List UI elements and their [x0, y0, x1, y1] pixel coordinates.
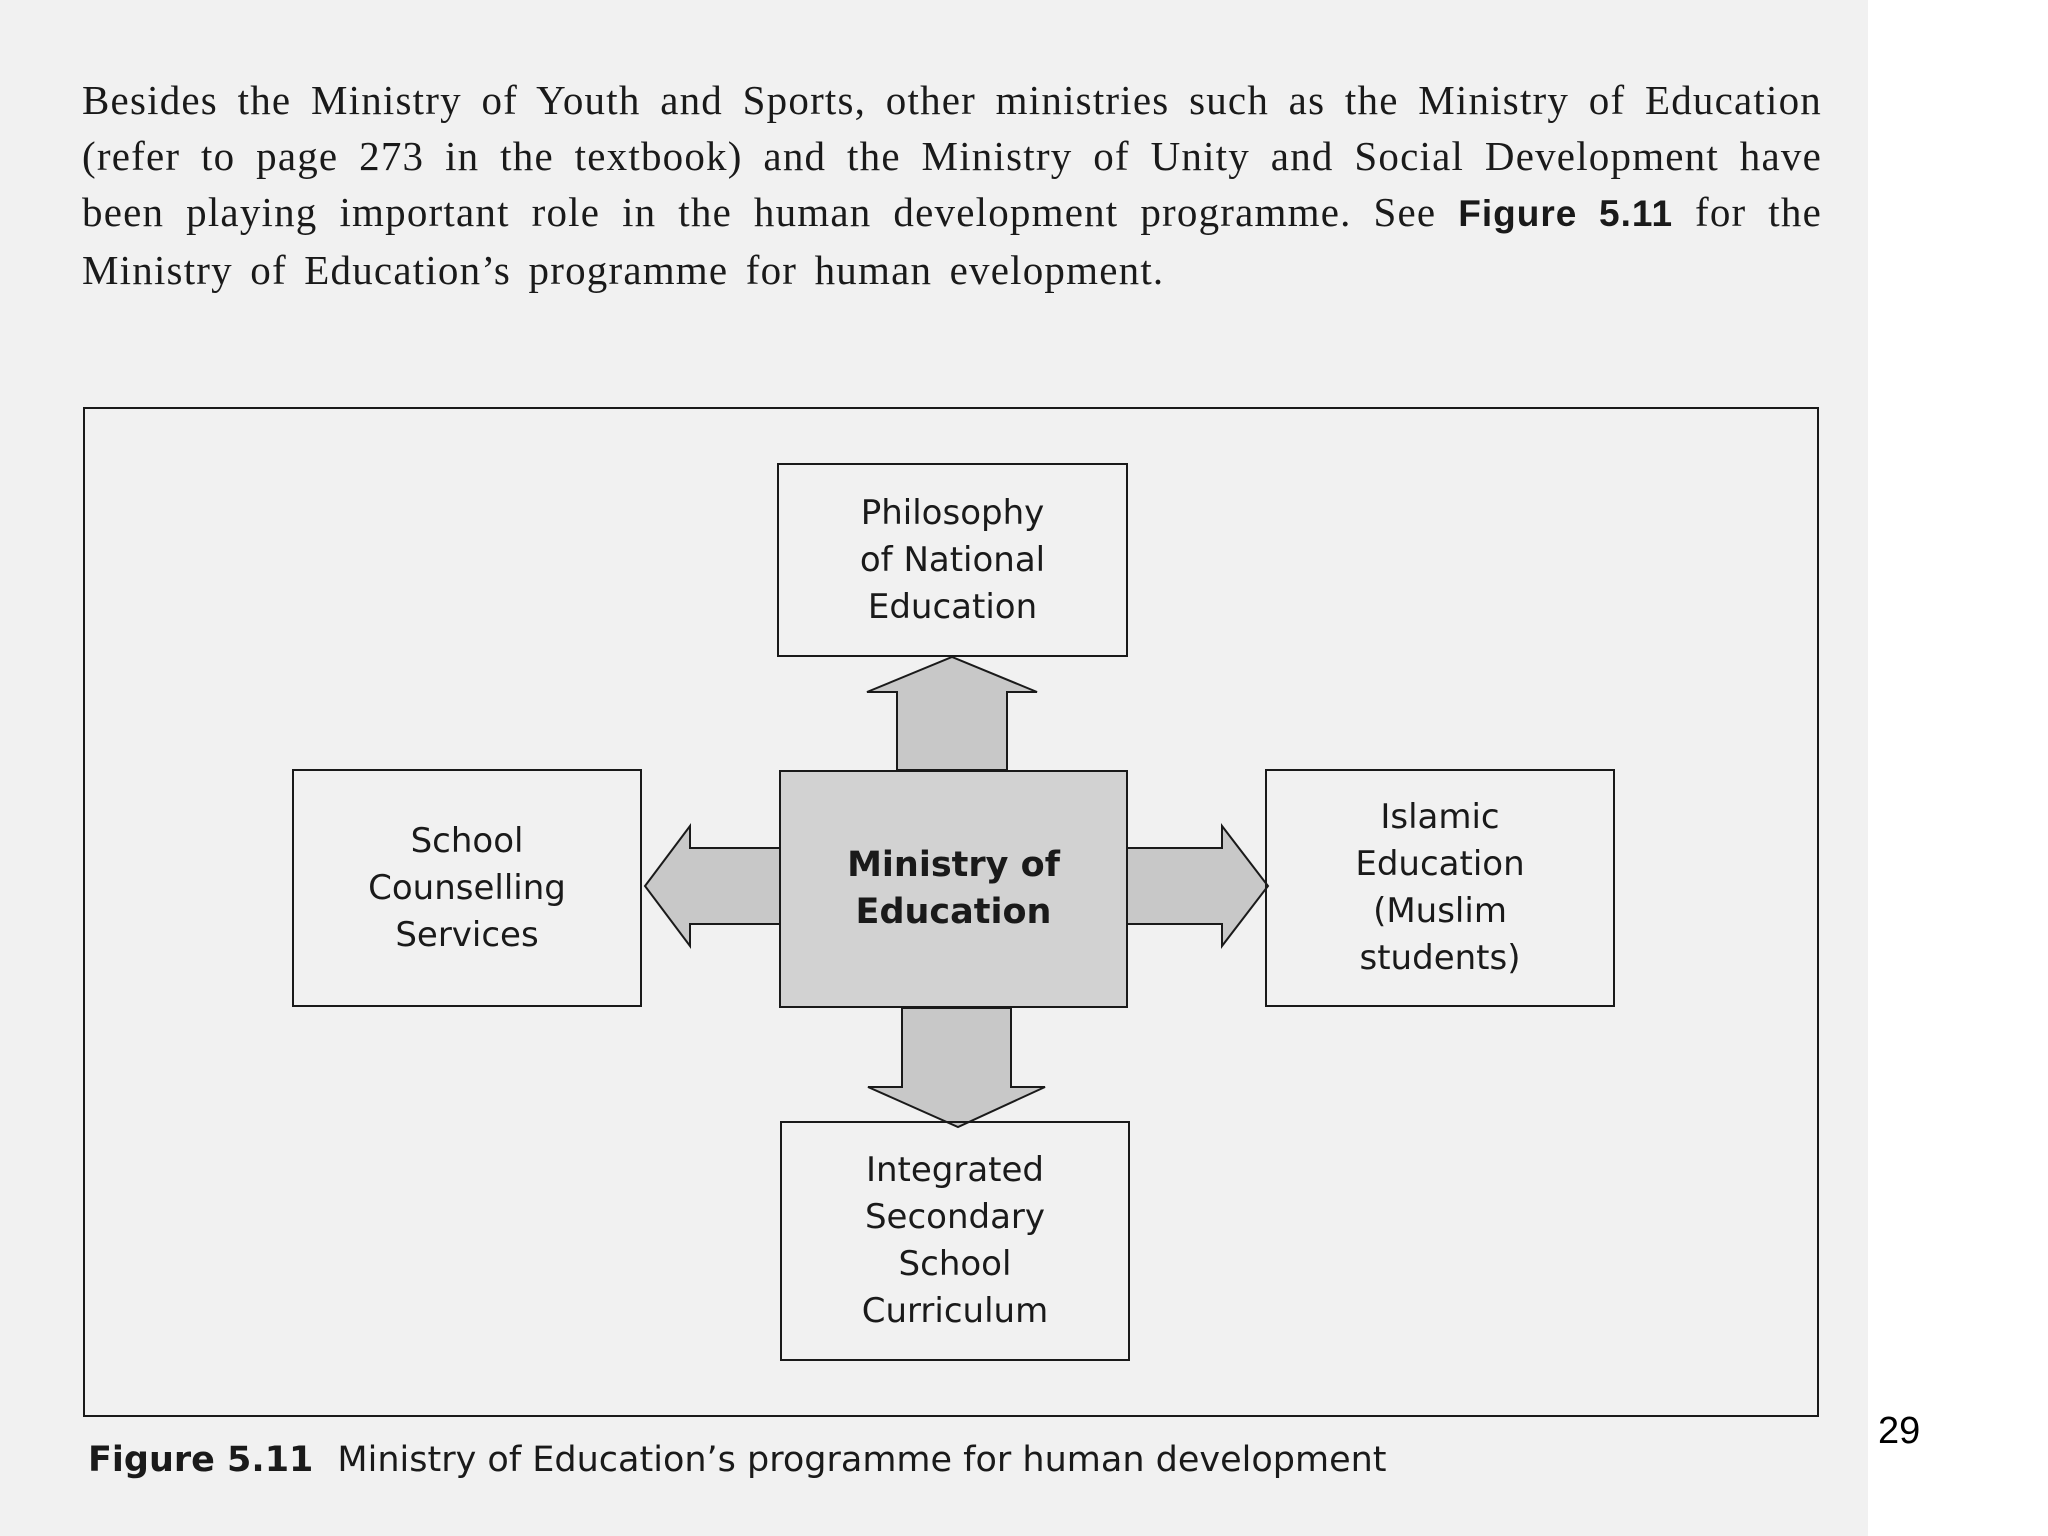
- caption-number: Figure 5.11: [88, 1440, 314, 1480]
- arrow-right: [1127, 826, 1268, 946]
- caption-text: Ministry of Education’s programme for human development: [337, 1440, 1387, 1480]
- ministry-label: Ministry of Education: [847, 845, 1060, 932]
- philosophy-label: Philosophy of National Education: [859, 492, 1046, 627]
- curriculum-label: Integrated Secondary School Curriculum: [861, 1150, 1049, 1331]
- paragraph-text-end: for the Ministry of Education’s programme for human evelopment.: [82, 189, 1822, 293]
- paragraph-text-start: Besides the Ministry of Youth and Sports, other ministries such as the Ministry of Education (refer to page 273 in the textbook) and the Ministry of Unity and Social Development have been playing important role in the human development programme. See: [82, 77, 1822, 235]
- arrow-down: [868, 1008, 1045, 1127]
- counselling-box: [292, 769, 642, 1007]
- ministry-of-education-box: [779, 770, 1128, 1008]
- counselling-label: School Counselling Services: [368, 820, 566, 955]
- page-number: 29: [1878, 1410, 1921, 1452]
- islamic-education-label: Islamic Education (Muslim students): [1355, 797, 1525, 978]
- arrow-up: [867, 657, 1037, 770]
- arrow-left: [645, 826, 783, 946]
- curriculum-box: [780, 1121, 1130, 1361]
- philosophy-box: [777, 463, 1128, 657]
- figure-caption: [88, 1440, 1387, 1480]
- islamic-education-box: [1265, 769, 1615, 1007]
- figure-reference: Figure 5.11: [1458, 193, 1674, 234]
